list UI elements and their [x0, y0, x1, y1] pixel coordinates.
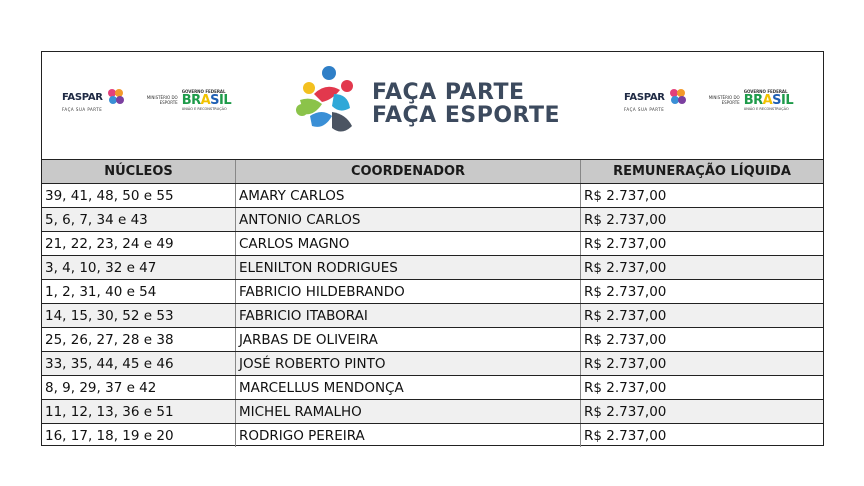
cell-coordenador: JARBAS DE OLIVEIRA: [236, 328, 581, 352]
table-body: [42, 184, 823, 448]
cell-nucleos: 3, 4, 10, 32 e 47: [42, 256, 236, 280]
faspar-emblem-icon: [668, 88, 688, 106]
header-nucleos: NÚCLEOS: [42, 160, 236, 184]
cell-coordenador: RODRIGO PEREIRA: [236, 424, 581, 448]
cell-remuneracao: R$ 2.737,00: [581, 232, 824, 256]
cell-remuneracao: R$ 2.737,00: [581, 328, 824, 352]
faspar-logo: [62, 88, 126, 112]
cell-remuneracao: R$ 2.737,00: [581, 400, 824, 424]
header-remuneracao: REMUNERAÇÃO LÍQUIDA: [581, 160, 824, 184]
main-logo: [292, 64, 560, 144]
cell-remuneracao: R$ 2.737,00: [581, 424, 824, 448]
people-emblem-icon: [292, 64, 362, 144]
cell-remuneracao: R$ 2.737,00: [581, 376, 824, 400]
cell-coordenador: FABRICIO ITABORAI: [236, 304, 581, 328]
table-row: [42, 232, 823, 256]
gov-slogan-right: UNIÃO E RECONSTRUÇÃO: [743, 107, 789, 111]
ministerio-label: MINISTÉRIO DO ESPORTE: [146, 95, 178, 105]
cell-nucleos: 11, 12, 13, 36 e 51: [42, 400, 236, 424]
cell-coordenador: MARCELLUS MENDONÇA: [236, 376, 581, 400]
cell-remuneracao: R$ 2.737,00: [581, 256, 824, 280]
gov-federal-label: GOVERNO FEDERAL: [181, 89, 226, 94]
cell-nucleos: 8, 9, 29, 37 e 42: [42, 376, 236, 400]
main-title: [372, 81, 560, 127]
cell-coordenador: ANTONIO CARLOS: [236, 208, 581, 232]
table-header-row: [42, 160, 823, 184]
cell-nucleos: 14, 15, 30, 52 e 53: [42, 304, 236, 328]
cell-nucleos: 1, 2, 31, 40 e 54: [42, 280, 236, 304]
cell-remuneracao: R$ 2.737,00: [581, 304, 824, 328]
table-row: [42, 208, 823, 232]
header-banner: [42, 52, 823, 159]
document-frame: [41, 51, 824, 446]
faspar-emblem-icon: [106, 88, 126, 106]
table-row: [42, 376, 823, 400]
table-row: [42, 280, 823, 304]
table-row: [42, 184, 823, 208]
right-logo-group: [624, 88, 793, 112]
main-title-line1: FAÇA PARTE: [372, 80, 525, 105]
cell-coordenador: FABRICIO HILDEBRANDO: [236, 280, 581, 304]
table-row: [42, 400, 823, 424]
cell-nucleos: 16, 17, 18, 19 e 20: [45, 427, 174, 444]
table-row: [42, 352, 823, 376]
cell-nucleos: 21, 22, 23, 24 e 49: [42, 232, 236, 256]
cell-coordenador: JOSÉ ROBERTO PINTO: [236, 352, 581, 376]
cell-remuneracao: R$ 2.737,00: [581, 208, 824, 232]
cell-coordenador: ELENILTON RODRIGUES: [236, 256, 581, 280]
table-row: [42, 304, 823, 328]
cell-coordenador: CARLOS MAGNO: [236, 232, 581, 256]
faspar-tagline-right: FAÇA SUA PARTE: [624, 107, 665, 112]
ministerio-label-right: MINISTÉRIO DO ESPORTE: [708, 95, 740, 105]
faspar-wordmark: FASPAR: [62, 91, 103, 103]
table-row: [42, 328, 823, 352]
coordinators-table: [42, 159, 823, 447]
cell-remuneracao: R$ 2.737,00: [581, 352, 824, 376]
cell-coordenador: MICHEL RAMALHO: [236, 400, 581, 424]
gov-slogan: UNIÃO E RECONSTRUÇÃO: [181, 107, 227, 111]
gov-federal-label-right: GOVERNO FEDERAL: [743, 89, 788, 94]
gov-logo: [144, 89, 231, 111]
cell-coordenador: AMARY CARLOS: [236, 184, 581, 208]
cell-remuneracao: R$ 2.737,00: [581, 280, 824, 304]
brasil-wordmark-right: BRASIL: [743, 93, 794, 108]
faspar-wordmark-right: FASPAR: [624, 91, 665, 103]
faspar-logo-right: [624, 88, 688, 112]
faspar-tagline: FAÇA SUA PARTE: [62, 107, 103, 112]
cell-nucleos: 39, 41, 48, 50 e 55: [42, 184, 236, 208]
main-title-line2: FAÇA ESPORTE: [372, 103, 561, 128]
table-row: [42, 256, 823, 280]
header-coordenador: COORDENADOR: [236, 160, 581, 184]
gov-logo-right: [706, 89, 793, 111]
cell-nucleos: 5, 6, 7, 34 e 43: [42, 208, 236, 232]
cell-remuneracao: R$ 2.737,00: [581, 184, 824, 208]
cell-nucleos: 25, 26, 27, 28 e 38: [42, 328, 236, 352]
cell-nucleos: 33, 35, 44, 45 e 46: [42, 352, 236, 376]
table-row: [42, 424, 823, 448]
left-logo-group: [62, 88, 231, 112]
brasil-wordmark: BRASIL: [181, 93, 232, 108]
